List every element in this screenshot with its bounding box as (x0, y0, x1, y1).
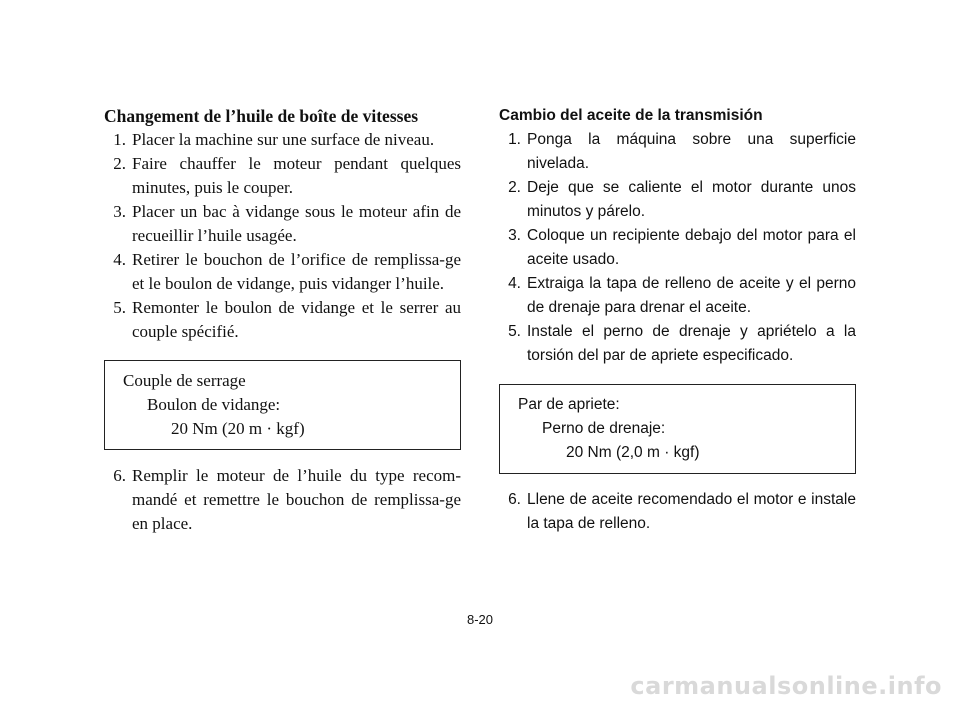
step-number: 2. (508, 179, 521, 196)
step-number: 4. (508, 275, 521, 292)
french-steps-list-continued (104, 464, 461, 536)
step-text: Coloque un recipiente debajo del motor para el aceite usado. (527, 227, 856, 268)
step-text: Remplir le moteur de l’huile du type recom-mandé et remettre le bouchon de remplissa-ge en place. (132, 466, 461, 533)
step-text: Placer la machine sur une surface de niveau. (132, 130, 435, 149)
french-step-1 (104, 128, 461, 152)
french-step-3 (104, 200, 461, 248)
spec-part: Perno de drenaje: (542, 420, 666, 437)
spec-heading: Couple de serrage (123, 371, 246, 390)
spec-heading: Par de apriete: (518, 396, 620, 413)
step-number: 4. (113, 250, 126, 269)
spanish-step-1 (499, 128, 856, 176)
spanish-step-2 (499, 176, 856, 224)
step-number: 6. (508, 491, 521, 508)
spanish-step-4 (499, 272, 856, 320)
step-text: Placer un bac à vidange sous le moteur afin de recueillir l’huile usagée. (132, 202, 461, 245)
step-number: 1. (508, 131, 521, 148)
spanish-torque-spec-box (499, 384, 856, 474)
watermark: carmanualsonline.info (630, 672, 942, 700)
page-number: 8-20 (466, 612, 494, 627)
step-text: Faire chauffer le moteur pendant quelques minutes, puis le couper. (132, 154, 461, 197)
spanish-step-6 (499, 488, 856, 536)
french-column (104, 104, 461, 536)
spanish-step-3 (499, 224, 856, 272)
step-number: 2. (113, 154, 126, 173)
spec-part: Boulon de vidange: (147, 395, 281, 414)
step-number: 5. (113, 298, 126, 317)
french-section-title: Changement de l’huile de boîte de vitesses (104, 106, 419, 126)
step-text: Extraiga la tapa de relleno de aceite y el perno de drenaje para drenar el aceite. (527, 275, 856, 316)
step-text: Instale el perno de drenaje y apriételo a la torsión del par de apriete especificado. (527, 323, 856, 364)
spanish-section-title: Cambio del aceite de la transmisión (499, 107, 763, 124)
step-number: 5. (508, 323, 521, 340)
step-text: Retirer le bouchon de l’orifice de remplissa-ge et le boulon de vidange, puis vidanger l’huile. (132, 250, 461, 293)
french-step-4 (104, 248, 461, 296)
step-number: 6. (113, 466, 126, 485)
step-text: Ponga la máquina sobre una superficie nivelada. (527, 131, 856, 172)
step-number: 3. (508, 227, 521, 244)
step-text: Remonter le boulon de vidange et le serrer au couple spécifié. (132, 298, 461, 341)
spec-value: 20 Nm (20 m · kgf) (171, 419, 305, 438)
spanish-column (499, 104, 856, 536)
spanish-step-5 (499, 320, 856, 368)
spec-value: 20 Nm (2,0 m · kgf) (566, 444, 700, 461)
french-step-5 (104, 296, 461, 344)
step-text: Llene de aceite recomendado el motor e instale la tapa de relleno. (527, 491, 856, 532)
step-number: 1. (113, 130, 126, 149)
step-number: 3. (113, 202, 126, 221)
spanish-steps-list (499, 128, 856, 368)
spanish-steps-list-continued (499, 488, 856, 536)
step-text: Deje que se caliente el motor durante unos minutos y párelo. (527, 179, 856, 220)
french-step-2 (104, 152, 461, 200)
french-torque-spec-box (104, 360, 461, 450)
french-steps-list (104, 128, 461, 344)
french-step-6 (104, 464, 461, 536)
